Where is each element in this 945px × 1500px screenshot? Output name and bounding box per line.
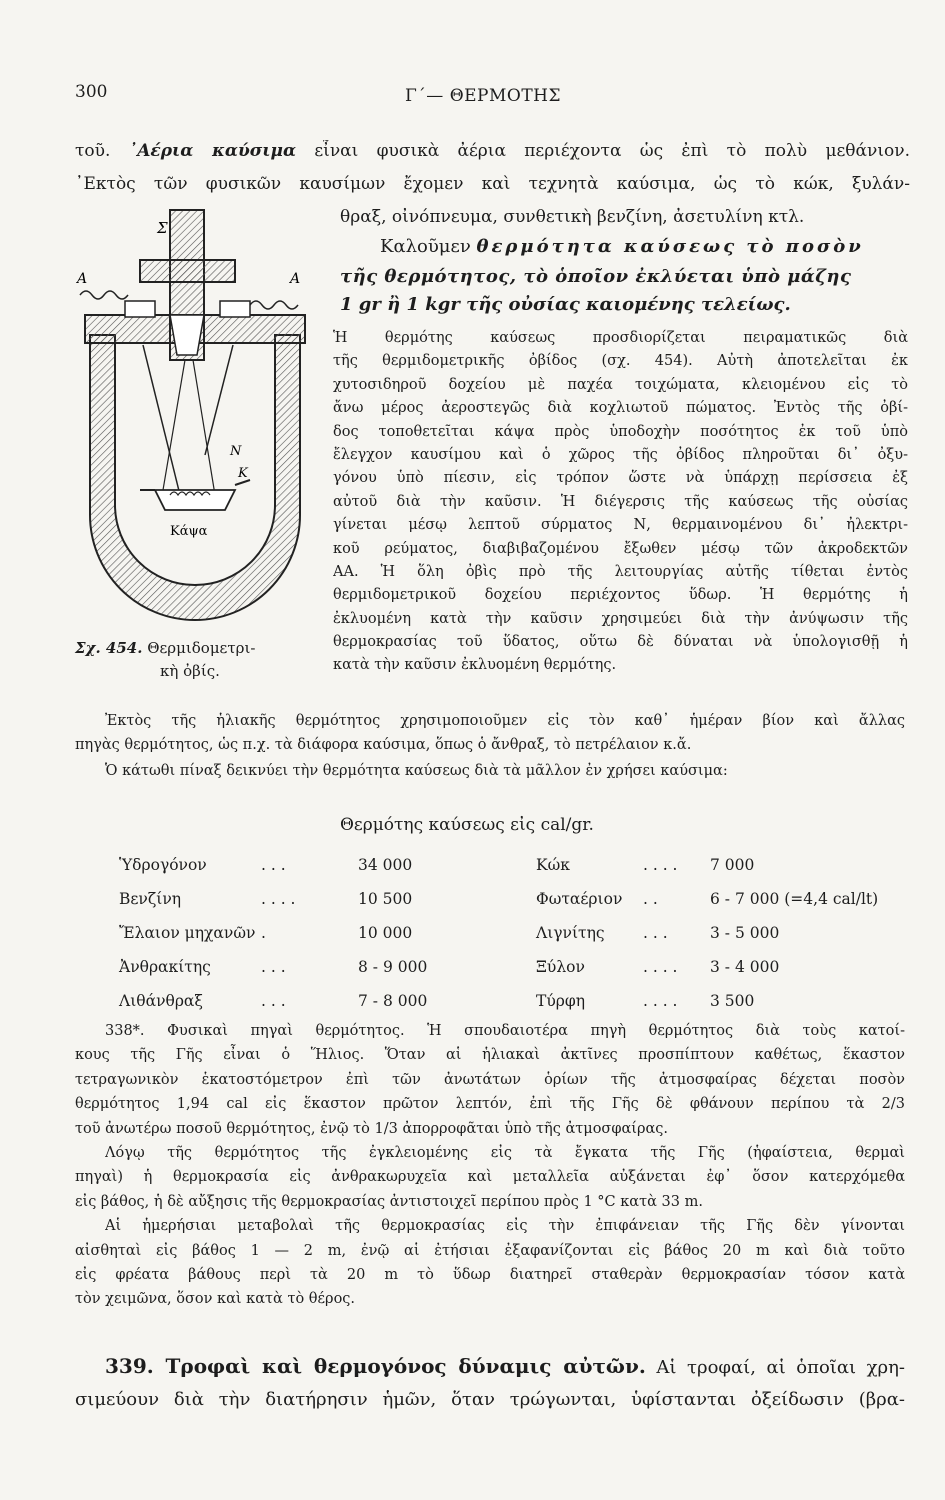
fuel-name: Ξύλον [536, 958, 585, 976]
after-fig-line-1: Ἐκτὸς τῆς ἡλιακῆς θερμότητος χρησιμοποιοῦμεν εἰς τὸν καθ᾽ ἡμέραν βίον καὶ ἄλλας [105, 713, 905, 729]
table-title: Θερμότης καύσεως εἰς cal/gr. [340, 815, 594, 835]
section-338-line: 338*. Φυσικαὶ πηγαὶ θερμότητος. Ἡ σπουδαιοτέρα πηγὴ θερμότητος διὰ τοὺς κατοί- [105, 1023, 905, 1039]
right-line: γίνεται μέσῳ λεπτοῦ σύρματος Ν, θερμαινομένου δι᾽ ἠλεκτρι- [333, 517, 908, 534]
fuel-dots: . . . . [261, 890, 296, 908]
right-line: ἐκλυομένη κατὰ τὴν καῦσιν χρησιμεύει διὰ τὴν ἀνύψωσιν τῆς [333, 610, 908, 627]
fuel-value: 3 500 [710, 992, 755, 1010]
fuel-name: Κώκ [536, 856, 570, 874]
right-line: ἔλεγχον καυσίμου καὶ ὁ χῶρος τῆς ὀβίδος πληροῦται δι᾽ ὀξυ- [333, 446, 908, 463]
fuel-dots: . . [643, 890, 658, 908]
right-line: θερμιδομετρικοῦ δοχείου περιέχοντος ὕδωρ. Ἡ θερμότης ἡ [333, 587, 908, 604]
wire-right [250, 301, 298, 309]
after-fig-line-2: πηγὰς θερμότητος, ὡς π.χ. τὰ διάφορα καύσιμα, ὅπως ὁ ἄνθραξ, τὸ πετρέλαιον κ.ἄ. [75, 737, 692, 753]
section-338 [75, 1020, 905, 1313]
terminal-right [220, 301, 250, 317]
section-338-line: Λόγῳ τῆς θερμότητος τῆς ἐγκλειομένης εἰς τὰ ἔγκατα τῆς Γῆς (ἡφαίστεια, θερμαὶ [105, 1144, 905, 1161]
section-338-line: αἰσθηταὶ εἰς βάθος 1 — 2 m, ἐνῷ αἱ ἐτήσιαι ἐξαφανίζονται εἰς βάθος 20 m καὶ διὰ τοῦτο [75, 1242, 905, 1259]
table-row [535, 916, 879, 950]
definition-line-2: τῆς θερμότητος, τὸ ὁποῖον ἐκλύεται ὑπὸ μάζης [340, 266, 852, 287]
fuel-name: Λιγνίτης [536, 924, 605, 942]
fuel-value: 6 - 7 000 (=4,4 cal/lt) [710, 890, 879, 908]
fuel-value: 8 - 9 000 [358, 958, 428, 976]
section-338-line: εἰς φρέατα βάθους περὶ τὰ 20 m τὸ ὕδωρ διατηρεῖ σταθερὰν θερμοκρασίαν τόσον κατὰ [75, 1266, 905, 1283]
fuel-name: Λιθάνθραξ [119, 992, 203, 1010]
label-sigma: Σ [157, 219, 168, 237]
figure-caption-line-2: κὴ ὀβίς. [160, 662, 220, 680]
table-row [535, 950, 879, 984]
running-head: Γ΄— ΘΕΡΜΟΤΗΣ [405, 86, 562, 106]
section-338-line: κους τῆς Γῆς εἶναι ὁ Ἥλιος. Ὅταν αἱ ἡλιακαὶ ἀκτῖνες προσπίπτουν καθέτως, ἕκαστον [75, 1047, 905, 1064]
table-row [535, 848, 879, 882]
table-row [118, 984, 459, 1018]
right-line: χυτοσιδηροῦ δοχείου μὲ παχέα τοιχώματα, κλειομένου εἰς τὸ [333, 376, 908, 393]
label-kapsa: Κάψα [170, 524, 208, 539]
figure-caption-line-1: Σχ. 454. Θερμιδομετρι- [75, 639, 256, 657]
fuel-value: 10 000 [358, 924, 413, 942]
fuel-value: 3 - 4 000 [710, 958, 780, 976]
table-row [535, 984, 879, 1018]
intro-line-2: ᾿Εκτὸς τῶν φυσικῶν καυσίμων ἔχομεν καὶ τεχνητὰ καύσιμα, ὡς τὸ κώκ, ξυλάν- [75, 174, 910, 194]
section-338-line: θερμότητος 1,94 cal εἰς ἕκαστον πρῶτον λεπτόν, ἐπὶ τῆς Γῆς δὲ φθάνουν περίπου τὰ 2/3 [75, 1096, 905, 1113]
table-row [118, 950, 459, 984]
fuel-value: 3 - 5 000 [710, 924, 780, 942]
heat-table-right [535, 848, 879, 1018]
right-line: δος τοποθετεῖται κάψα πρὸς ὑποδοχὴν ποσότητος ἐκ τοῦ ὑπὸ [333, 423, 908, 440]
table-row [535, 882, 879, 916]
section-338-line: εἰς βάθος, ἡ δὲ αὔξησις τῆς θερμοκρασίας ἀντιστοιχεῖ περίπου πρὸς 1 °C κατὰ 33 m. [75, 1193, 703, 1210]
fuel-name: Τύρφη [536, 992, 586, 1010]
heat-table-left [118, 848, 459, 1018]
section-338-line: πηγαὶ) ἡ θερμοκρασία εἰς ἀνθρακωρυχεῖα καὶ μεταλλεῖα αὐξάνεται ἐφ᾽ ὅσον κατερχόμεθα [75, 1169, 905, 1186]
section-339-line-1: 339. Τροφαὶ καὶ θερμογόνος δύναμις αὐτῶν. Αἱ τροφαί, αἱ ὁποῖαι χρη- [105, 1355, 905, 1378]
right-line: τῆς θερμιδομετρικῆς ὀβίδος (σχ. 454). Αὐτὴ ἀποτελεῖται ἐκ [333, 353, 908, 370]
section-339-heading: 339. Τροφαὶ καὶ θερμογόνος δύναμις αὐτῶν. [105, 1355, 646, 1378]
figure-calorimetric-bomb [75, 205, 315, 645]
fuel-dots: . . . [643, 924, 668, 942]
right-line: Ἡ θερμότης καύσεως προσδιορίζεται πειραματικῶς διὰ [333, 330, 908, 346]
bomb-diagram [75, 205, 315, 645]
fuel-dots: . . . . [643, 856, 678, 874]
fuel-name: Ἔλαιον μηχανῶν [119, 924, 256, 942]
section-338-line: Αἱ ἡμερήσιαι μεταβολαὶ τῆς θερμοκρασίας εἰς τὴν ἐπιφάνειαν τῆς Γῆς δὲν γίνονται [105, 1218, 905, 1235]
fuel-dots: . . . [261, 856, 286, 874]
page-number: 300 [75, 82, 108, 102]
fuel-value: 7 000 [710, 856, 755, 874]
section-338-line: τοῦ ἀνωτέρω ποσοῦ θερμότητος, ἐνῷ τὸ 1/3 ἀπορροφᾶται ὑπὸ τῆς ἀτμοσφαίρας. [75, 1120, 669, 1137]
section-338-line: τετραγωνικὸν ἑκατοστόμετρον ἐπὶ τῶν ἀνωτάτων ὁρίων τῆς ἀτμοσφαίρας δέχεται ποσὸν [75, 1071, 905, 1088]
right-line: κοῦ ρεύματος, διαβιβαζομένου ἔξωθεν μέσῳ τῶν ἀκροδεκτῶν [333, 540, 908, 557]
wire-left [80, 291, 128, 299]
fuel-name: Φωταέριον [536, 890, 623, 908]
fuel-name: Ὑδρογόνον [119, 856, 207, 874]
handle-bar [140, 260, 235, 282]
right-line: αὐτοῦ διὰ τὴν καῦσιν. Ἡ διέγερσις τῆς καύσεως τῆς οὐσίας [333, 493, 908, 510]
intro-line-3: θραξ, οἰνόπνευμα, συνθετικὴ βενζίνη, ἀσετυλίνη κτλ. [340, 207, 805, 227]
right-line: γόνου ὑπὸ πίεσιν, εἰς τρόπον ὥστε νὰ ὑπάρχῃ περίσσεια ἐξ [333, 470, 908, 487]
table-row [118, 848, 459, 882]
fuel-dots: . . . [261, 958, 286, 976]
fuel-dots: . . . [261, 992, 286, 1010]
vessel-wall [90, 335, 300, 620]
fuel-name: Ἀνθρακίτης [119, 958, 211, 976]
definition-line-3: 1 gr ἢ 1 kgr τῆς οὐσίας καιομένης τελείως. [340, 294, 791, 315]
table-row [118, 882, 459, 916]
fuel-value: 7 - 8 000 [358, 992, 428, 1010]
right-line: θερμοκρασίας τοῦ ὕδατος, οὕτω δὲ δύναται νὰ ὑπολογισθῇ ἡ [333, 634, 908, 651]
fuel-dots: . . . . [643, 992, 678, 1010]
label-k: Κ [238, 466, 248, 481]
terminal-left [125, 301, 155, 317]
fuel-dots: . [261, 924, 266, 942]
definition-line-1: Καλοῦμεν θερμότητα καύσεως τὸ ποσὸν [380, 236, 864, 257]
table-row [118, 916, 459, 950]
right-line: ΑΑ. Ἡ ὅλη ὀβὶς πρὸ τῆς λειτουργίας αὐτῆς τίθεται ἐντὸς [333, 563, 908, 580]
label-a-right: Α [290, 271, 301, 287]
after-fig-line-3: Ὁ κάτωθι πίναξ δεικνύει τὴν θερμότητα καύσεως διὰ τὰ μᾶλλον ἐν χρήσει καύσιμα: [105, 763, 728, 779]
label-n: Ν [230, 444, 242, 459]
fuel-value: 10 500 [358, 890, 413, 908]
section-338-line: τὸν χειμῶνα, ὅσον καὶ κατὰ τὸ θέρος. [75, 1291, 356, 1308]
intro-line-1: τοῦ. ᾿Αέρια καύσιμα εἶναι φυσικὰ ἀέρια περιέχοντα ὡς ἐπὶ τὸ πολὺ μεθάνιον. [75, 141, 910, 161]
bomb-description [333, 327, 908, 678]
fuel-dots: . . . . [643, 958, 678, 976]
fuel-value: 34 000 [358, 856, 413, 874]
right-line: ἄνω μέρος ἀεροστεγῶς διὰ κοχλιωτοῦ πώματος. Ἐντὸς τῆς ὀβί- [333, 400, 908, 417]
label-a-left: Α [77, 271, 88, 287]
right-line: κατὰ τὴν καῦσιν ἐκλυομένη θερμότης. [333, 657, 617, 674]
fuel-name: Βενζίνη [119, 890, 182, 908]
section-339-line-2: σιμεύουν διὰ τὴν διατήρησιν ἡμῶν, ὅταν τρώγωνται, ὑφίστανται ὀξείδωσιν (βρα- [75, 1389, 905, 1410]
